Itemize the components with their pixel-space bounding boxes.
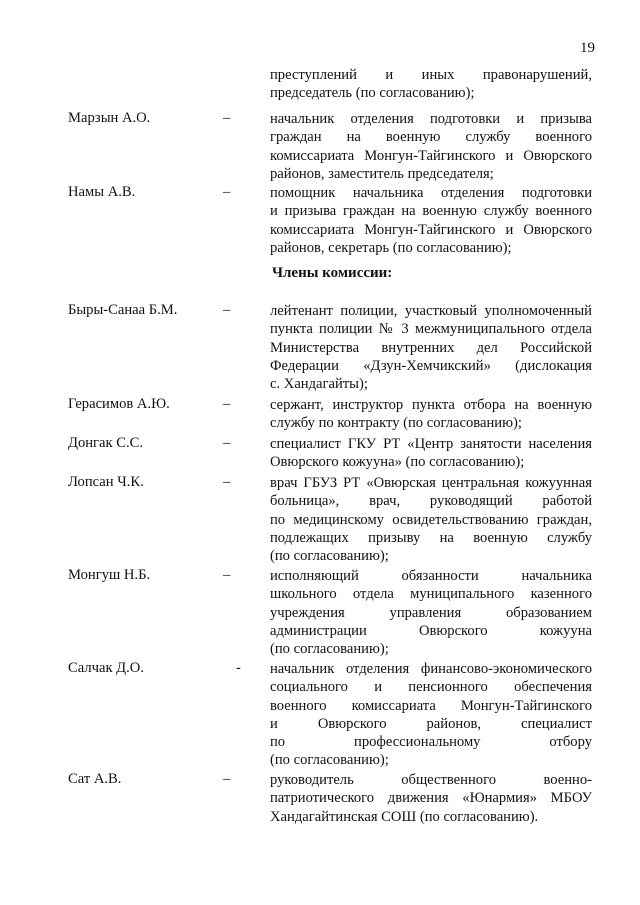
entry-description: [270, 660, 592, 770]
desc-line: специалист ГКУ РТ «Центр занятости населения: [270, 436, 592, 452]
desc-line: подлежащих призыву на военную службу: [270, 529, 592, 546]
entry-name: Лопсан Ч.К.: [68, 474, 144, 490]
desc-line: Министерства внутренних дел Российской: [270, 339, 592, 356]
desc-line: исполняющий обязанности начальника: [270, 568, 592, 584]
entry-description: [270, 184, 592, 257]
desc-line: и Овюрского районов, специалист: [270, 715, 592, 732]
members-heading: Члены комиссии:: [272, 265, 393, 281]
desc-line: лейтенант полиции, участковый уполномоченный: [270, 303, 592, 319]
desc-line: начальник отделения подготовки и призыва: [270, 111, 592, 127]
entry-name: Марзын А.О.: [68, 110, 151, 126]
desc-line: Хандагайтинская СОШ (по согласованию).: [270, 808, 539, 825]
entry-name: Быры-Санаа Б.М.: [68, 302, 178, 318]
entry-description: [270, 474, 592, 565]
entry-description: [270, 396, 592, 433]
desc-line: председатель (по согласованию);: [270, 85, 475, 102]
desc-line: учреждения управления образованием: [270, 604, 592, 621]
entry-description: [270, 435, 592, 472]
entry-description: [270, 771, 592, 826]
entry-dash: –: [223, 110, 231, 126]
desc-line: администрации Овюрского кожууна: [270, 622, 592, 639]
desc-line: по медицинскому освидетельствованию граждан,: [270, 511, 592, 528]
entry-description: [270, 110, 592, 183]
entry-name: Герасимов А.Ю.: [68, 396, 170, 412]
entry-dash: –: [223, 567, 231, 583]
desc-line: районов, заместитель председателя;: [270, 165, 494, 182]
desc-line: помощник начальника отделения подготовки: [270, 185, 592, 201]
entry-dash: –: [223, 435, 231, 451]
entry-dash: –: [223, 302, 231, 318]
desc-line: по профессиональному отбору: [270, 734, 592, 751]
desc-line: комиссариата Монгун-Тайгинского и Овюрского: [270, 147, 592, 164]
desc-line: (по согласованию);: [270, 752, 389, 769]
entry-dash: –: [223, 184, 231, 200]
entry-description: [270, 567, 592, 658]
entry-name: Салчак Д.О.: [68, 660, 144, 676]
desc-line: больница», врач, руководящий работой: [270, 493, 592, 510]
entry-description: [270, 302, 592, 393]
entry-name: Монгуш Н.Б.: [68, 567, 151, 583]
entry-name: Намы А.В.: [68, 184, 136, 200]
desc-line: комиссариата Монгун-Тайгинского и Овюрского: [270, 221, 592, 238]
desc-line: пункта полиции № 3 межмуниципального отдела: [270, 321, 592, 338]
desc-line: военного комиссариата Монгун-Тайгинского: [270, 697, 592, 714]
desc-line: Овюрского кожууна» (по согласованию);: [270, 454, 525, 471]
desc-line: (по согласованию);: [270, 548, 389, 565]
desc-line: районов, секретарь (по согласованию);: [270, 239, 512, 256]
entry-description: [270, 66, 592, 103]
desc-line: школьного отдела муниципального казенного: [270, 586, 592, 603]
desc-line: врач ГБУЗ РТ «Овюрская центральная кожуунная: [270, 475, 592, 491]
entry-dash: –: [223, 771, 231, 787]
entry-dash: –: [223, 474, 231, 490]
desc-line: и призыва граждан на военную службу военного: [270, 203, 592, 220]
desc-line: социального и пенсионного обеспечения: [270, 679, 592, 696]
desc-line: с. Хандагайты);: [270, 376, 368, 393]
desc-line: сержант, инструктор пункта отбора на военную: [270, 397, 592, 413]
desc-line: руководитель общественного военно-: [270, 772, 592, 788]
desc-line: начальник отделения финансово-экономического: [270, 661, 592, 677]
desc-line: патриотического движения «Юнармия» МБОУ: [270, 790, 592, 807]
entry-dash: –: [223, 396, 231, 412]
entry-name: Донгак С.С.: [68, 435, 144, 451]
desc-line: граждан на военную службу военного: [270, 129, 592, 146]
desc-line: (по согласованию);: [270, 641, 389, 658]
desc-line: преступлений и иных правонарушений,: [270, 67, 592, 83]
page-number: 19: [580, 40, 595, 56]
entry-dash: -: [236, 660, 241, 676]
desc-line: Федерации «Дзун-Хемчикский» (дислокация: [270, 357, 592, 374]
desc-line: службу по контракту (по согласованию);: [270, 415, 522, 432]
entry-name: Сат А.В.: [68, 771, 122, 787]
